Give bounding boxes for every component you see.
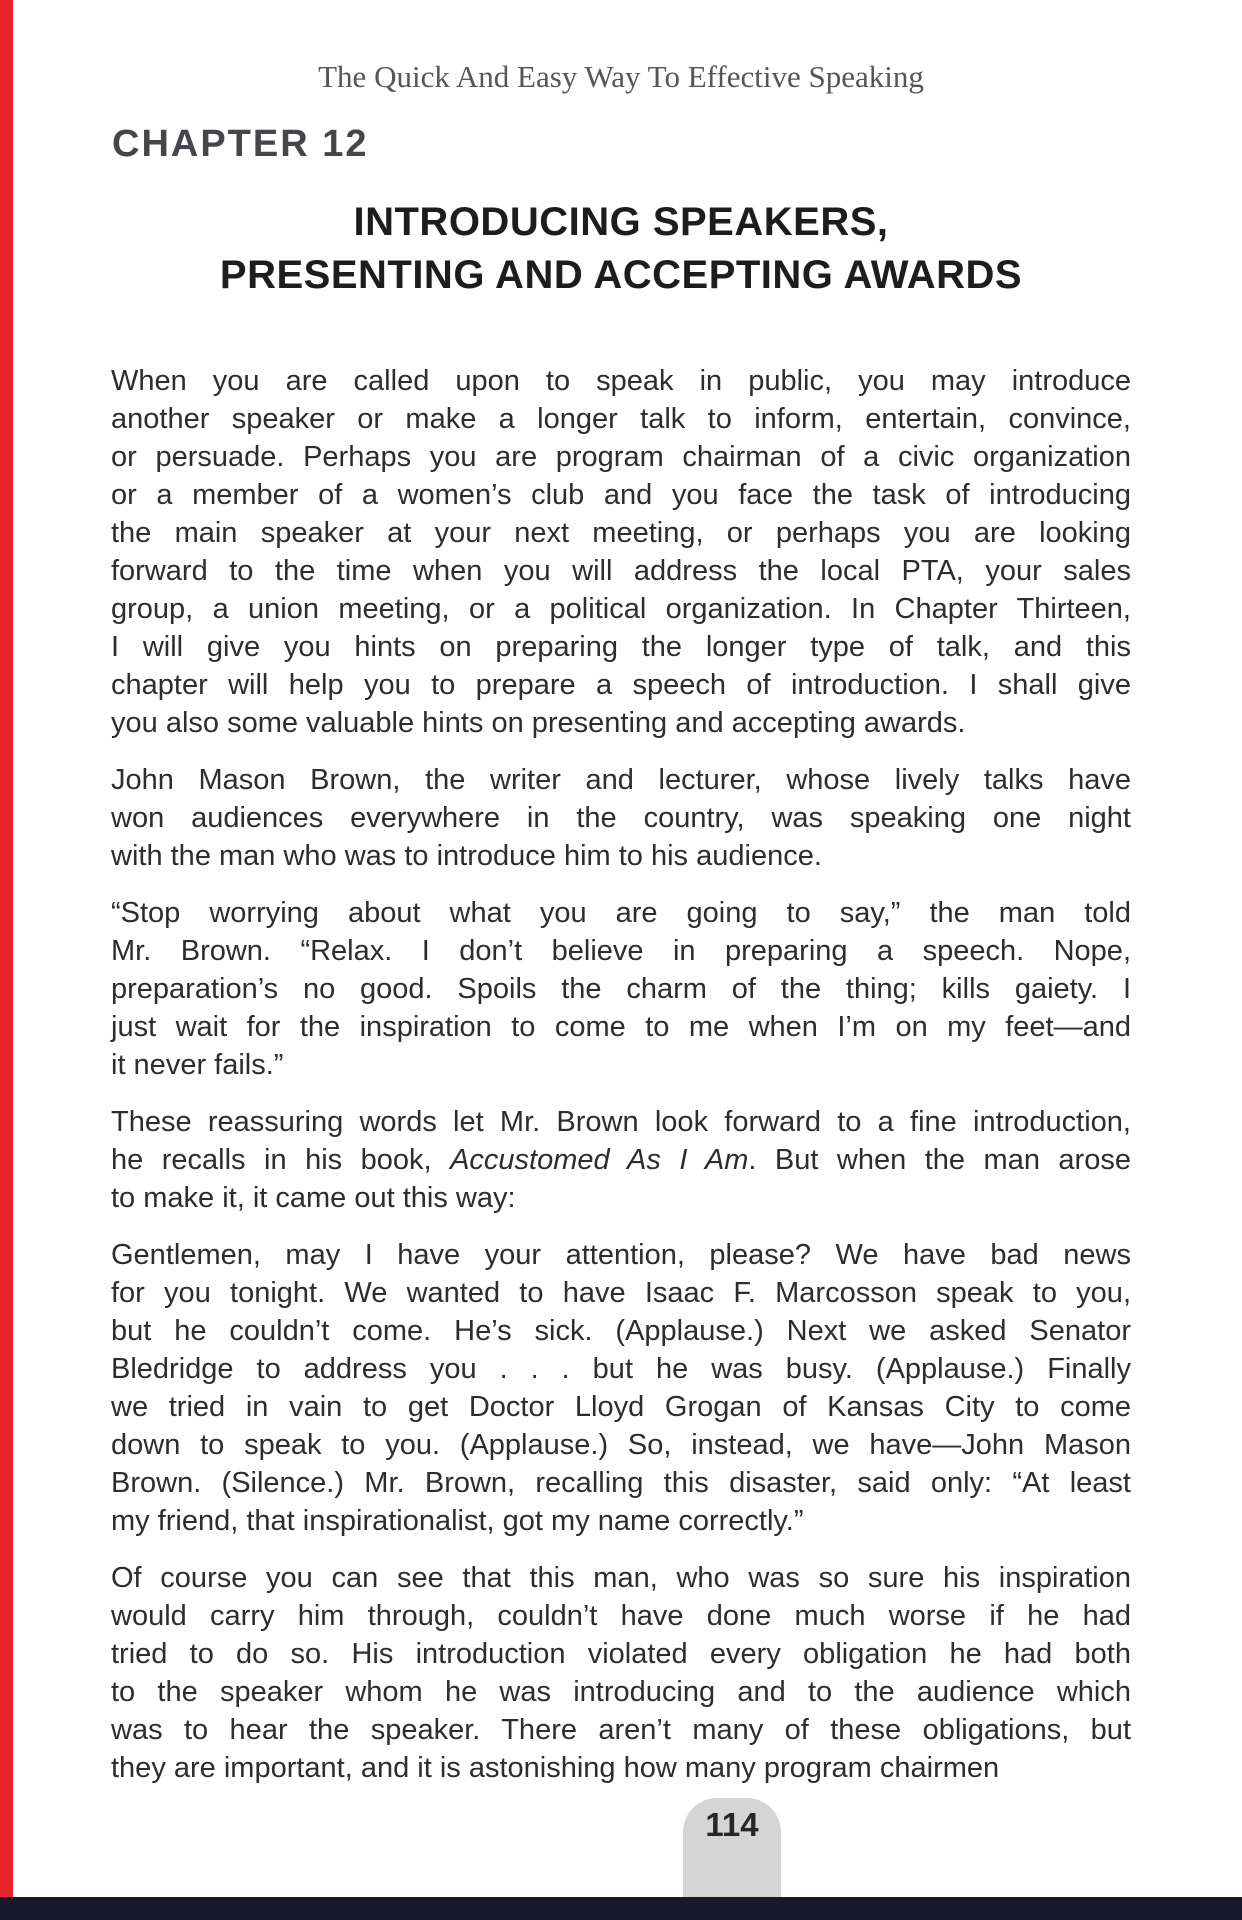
- text-line: for you tonight. We wanted to have Isaac F. Marcosson speak to you,: [111, 1277, 1131, 1309]
- bottom-bar: [0, 1897, 1242, 1920]
- text-line: Of course you can see that this man, who was so sure his inspiration: [111, 1562, 1131, 1594]
- text-line: forward to the time when you will address the local PTA, your sales: [111, 555, 1131, 587]
- text-line: John Mason Brown, the writer and lecturer, whose lively talks have: [111, 764, 1131, 796]
- paragraph: [111, 1559, 1131, 1787]
- text-line: Bledridge to address you . . . but he was busy. (Applause.) Finally: [111, 1353, 1131, 1385]
- chapter-title: [111, 196, 1131, 302]
- text-line: you also some valuable hints on presenting and accepting awards.: [111, 707, 966, 739]
- text-line: down to speak to you. (Applause.) So, instead, we have—John Mason: [111, 1429, 1131, 1461]
- text-line: group, a union meeting, or a political organization. In Chapter Thirteen,: [111, 593, 1131, 625]
- text-line: just wait for the inspiration to come to me when I’m on my feet—and: [111, 1011, 1131, 1043]
- text-line: I will give you hints on preparing the longer type of talk, and this: [111, 631, 1131, 663]
- paragraph: [111, 761, 1131, 875]
- text-line: chapter will help you to prepare a speech of introduction. I shall give: [111, 669, 1131, 701]
- text-line: Mr. Brown. “Relax. I don’t believe in preparing a speech. Nope,: [111, 935, 1131, 967]
- text-line: was to hear the speaker. There aren’t many of these obligations, but: [111, 1714, 1131, 1746]
- text-line: Brown. (Silence.) Mr. Brown, recalling this disaster, said only: “At least: [111, 1467, 1131, 1499]
- text-line: to the speaker whom he was introducing and to the audience which: [111, 1676, 1131, 1708]
- text-line: or persuade. Perhaps you are program chairman of a civic organization: [111, 441, 1131, 473]
- text-line: my friend, that inspirationalist, got my name correctly.”: [111, 1505, 804, 1537]
- running-head: The Quick And Easy Way To Effective Speaking: [318, 59, 924, 94]
- paragraph: [111, 362, 1131, 742]
- text-line: he recalls in his book, Accustomed As I Am. But when the man arose: [111, 1144, 1131, 1176]
- text-line: tried to do so. His introduction violated every obligation he had both: [111, 1638, 1131, 1670]
- paragraph: [111, 894, 1131, 1084]
- text-line: it never fails.”: [111, 1049, 284, 1081]
- text-line: preparation’s no good. Spoils the charm of the thing; kills gaiety. I: [111, 973, 1131, 1005]
- text-line: or a member of a women’s club and you face the task of introducing: [111, 479, 1131, 511]
- page-number: 114: [705, 1806, 759, 1843]
- text-line: would carry him through, couldn’t have done much worse if he had: [111, 1600, 1131, 1632]
- text-line: they are important, and it is astonishing how many program chairmen: [111, 1752, 1000, 1784]
- text-line: These reassuring words let Mr. Brown look forward to a fine introduction,: [111, 1106, 1131, 1138]
- text-line: to make it, it came out this way:: [111, 1182, 516, 1214]
- paragraph: [111, 1236, 1131, 1540]
- book-page: [111, 0, 1131, 1920]
- italic-book-title: Accustomed As I Am: [450, 1144, 749, 1176]
- paragraph: [111, 1103, 1131, 1217]
- text-line: but he couldn’t come. He’s sick. (Applause.) Next we asked Senator: [111, 1315, 1131, 1347]
- text-line: When you are called upon to speak in public, you may introduce: [111, 365, 1131, 397]
- text-line: the main speaker at your next meeting, or perhaps you are looking: [111, 517, 1131, 549]
- text-line: with the man who was to introduce him to his audience.: [111, 840, 822, 872]
- text-line: Gentlemen, may I have your attention, please? We have bad news: [111, 1239, 1131, 1271]
- chapter-label: CHAPTER 12: [112, 123, 369, 165]
- text-line: won audiences everywhere in the country, was speaking one night: [111, 802, 1131, 834]
- left-accent-strip: [0, 0, 13, 1897]
- text-line: “Stop worrying about what you are going to say,” the man told: [111, 897, 1131, 929]
- text-line: we tried in vain to get Doctor Lloyd Grogan of Kansas City to come: [111, 1391, 1131, 1423]
- body-text: [111, 362, 1131, 1806]
- chapter-title-line-2: PRESENTING AND ACCEPTING AWARDS: [219, 253, 1023, 297]
- text-line: another speaker or make a longer talk to inform, entertain, convince,: [111, 403, 1131, 435]
- chapter-title-line-1: INTRODUCING SPEAKERS,: [353, 200, 889, 244]
